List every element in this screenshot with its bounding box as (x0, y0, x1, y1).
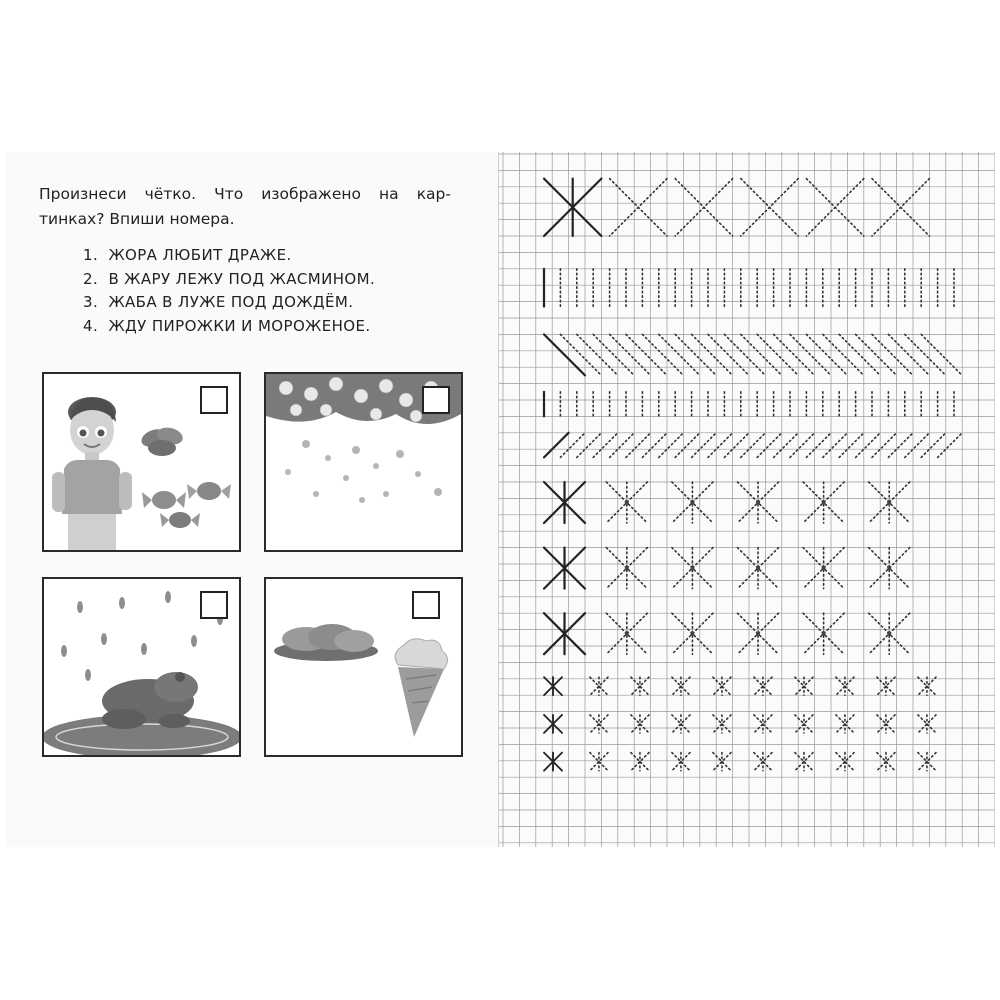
diagonal-stroke-trace (872, 334, 913, 375)
diagonal-stroke-trace (888, 334, 929, 375)
answer-box-1[interactable] (200, 386, 228, 414)
diagonal-stroke-trace (610, 334, 651, 375)
diagonal-stroke-trace (921, 334, 962, 375)
diagonal-stroke-trace (593, 334, 634, 375)
picture-panel-frog-rain (42, 577, 241, 757)
zh-star-center (887, 566, 891, 570)
diagonal-stroke-trace (839, 334, 880, 375)
diagonal-stroke-trace (626, 334, 667, 375)
diagonal-stroke-trace (741, 334, 782, 375)
picture-panel-boy-candies (42, 372, 241, 552)
picture-panel-pies-icecream (264, 577, 463, 757)
zh-star-center (625, 566, 629, 570)
handwriting-practice-grid[interactable] (499, 152, 995, 847)
answer-box-3[interactable] (200, 591, 228, 619)
diagonal-stroke-trace (659, 334, 700, 375)
diagonal-stroke-trace (642, 334, 683, 375)
diagonal-stroke-trace (560, 334, 601, 375)
zh-star-center (822, 632, 826, 636)
instruction-line-1: Произнеси чётко. Что изображено на кар- (39, 185, 451, 203)
diagonal-stroke-trace (856, 334, 897, 375)
zh-star-center (690, 632, 694, 636)
diagonal-stroke-trace (692, 334, 733, 375)
answer-box-2[interactable] (422, 386, 450, 414)
zh-star-center (625, 632, 629, 636)
picture-panel-jasmine (264, 372, 463, 552)
sentence-list (83, 244, 375, 338)
diagonal-stroke-trace (774, 334, 815, 375)
zh-star-center (756, 501, 760, 505)
diagonal-stroke-trace (708, 334, 749, 375)
diagonal-stroke-trace (806, 334, 847, 375)
sentence-1: 1. ЖОРА ЛЮБИТ ДРАЖЕ. (83, 246, 292, 264)
right-page-copybook (499, 152, 995, 847)
sentence-2: 2. В ЖАРУ ЛЕЖУ ПОД ЖАСМИНОМ. (83, 269, 376, 288)
diagonal-stroke-trace (757, 334, 798, 375)
instruction-line-2: тинках? Впиши номера. (39, 210, 235, 228)
diagonal-stroke-trace (724, 334, 765, 375)
answer-box-4[interactable] (412, 591, 440, 619)
zh-star-center (756, 566, 760, 570)
diagonal-stroke-trace (905, 334, 946, 375)
diagonal-stroke-model (544, 334, 585, 375)
diagonal-stroke-trace (675, 334, 716, 375)
diagonal-stroke-trace (577, 334, 618, 375)
zh-star-center (690, 501, 694, 505)
zh-star-center (756, 632, 760, 636)
sentence-3: 3. ЖАБА В ЛУЖЕ ПОД ДОЖДЁМ. (83, 293, 354, 311)
zh-star-center (690, 566, 694, 570)
zh-star-center (625, 501, 629, 505)
zh-star-center (887, 501, 891, 505)
diagonal-stroke-trace (790, 334, 831, 375)
zh-star-center (887, 632, 891, 636)
sentence-4: 4. ЖДУ ПИРОЖКИ И МОРОЖЕНОЕ. (83, 316, 371, 335)
zh-star-center (822, 566, 826, 570)
diagonal-stroke-trace (823, 334, 864, 375)
zh-star-center (822, 501, 826, 505)
left-page (5, 152, 499, 847)
